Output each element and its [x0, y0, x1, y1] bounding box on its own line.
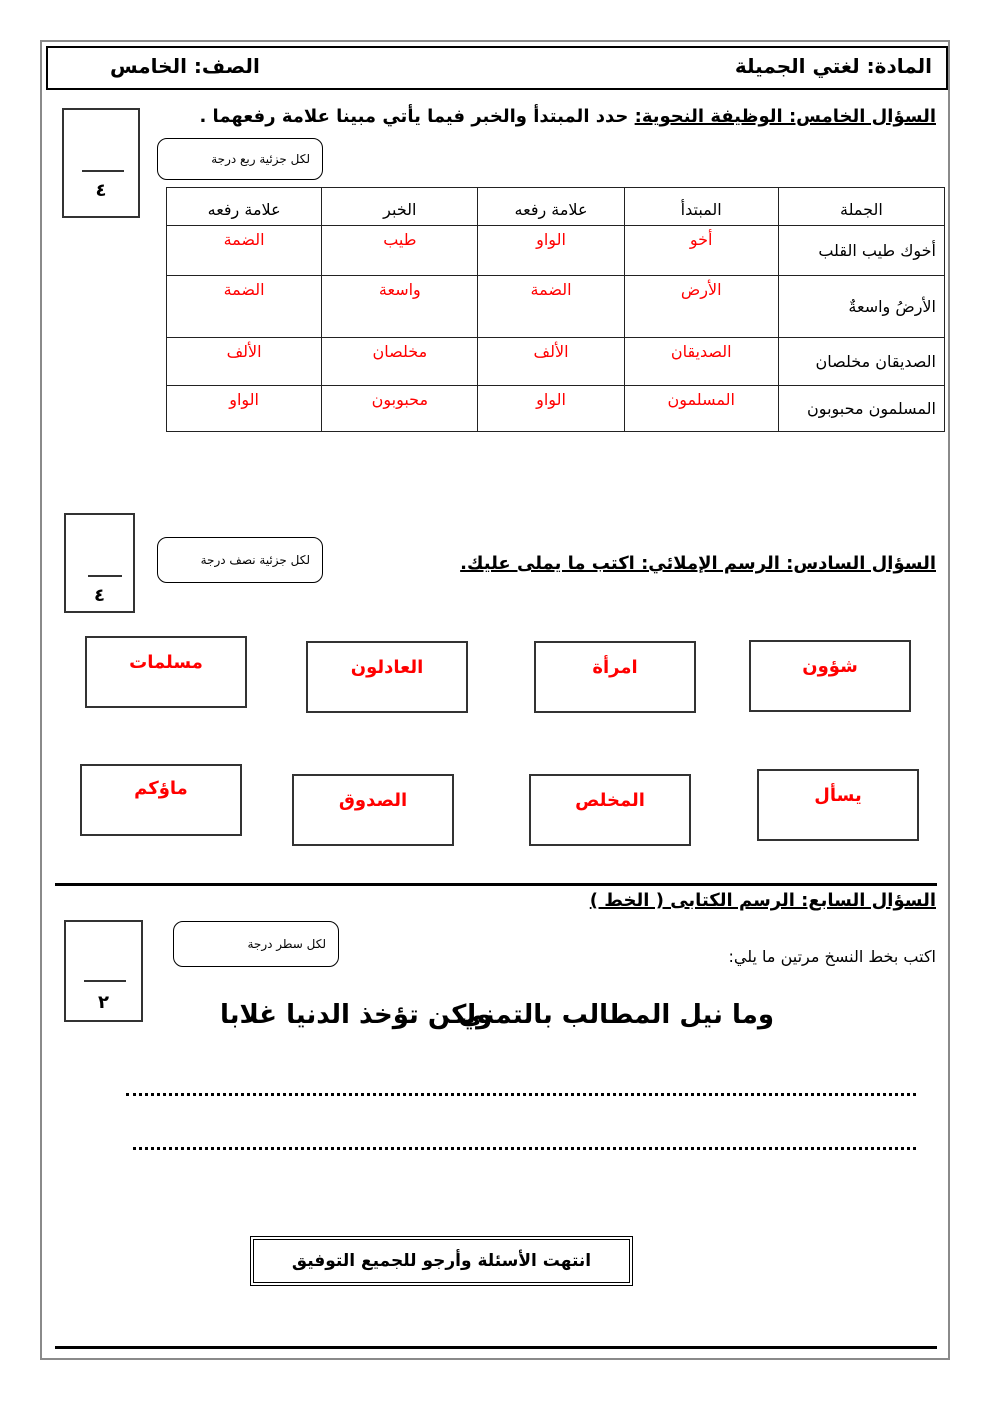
- sentence-cell: الأرضُ واسعةٌ: [778, 276, 944, 338]
- khabar-mark-cell: الضمة: [167, 226, 322, 276]
- closing-box: [250, 1236, 633, 1286]
- mubtada-cell: الأرض: [624, 276, 778, 338]
- sentence-cell: المسلمون محبوبون: [778, 386, 944, 432]
- dictation-box: ماؤكم: [80, 764, 242, 836]
- score-blank-line: [82, 170, 124, 172]
- mubtada-cell: الصديقان: [624, 338, 778, 386]
- khabar-mark-cell: الواو: [167, 386, 322, 432]
- khabar-mark-cell: الألف: [167, 338, 322, 386]
- mubtada-cell: أخو: [624, 226, 778, 276]
- khabar-cell: محبوبون: [322, 386, 478, 432]
- q6-title: [460, 553, 936, 574]
- verse-part-1: وما نيل المطالب بالتمني: [458, 1000, 774, 1030]
- dictation-box: المخلص: [529, 774, 691, 846]
- khabar-mark-cell: الضمة: [167, 276, 322, 338]
- table-row: [167, 386, 945, 432]
- khabar-cell: طيب: [322, 226, 478, 276]
- q5-note: لكل جزئية ربع درجة: [157, 138, 323, 180]
- q5-title: [199, 106, 936, 127]
- khabar-cell: واسعة: [322, 276, 478, 338]
- q7-heading: السؤال السابع: الرسم الكتابى ( الخط ): [589, 890, 936, 911]
- q7-note: لكل سطر درجة: [173, 921, 339, 967]
- table-row: [167, 338, 945, 386]
- table-header-row: [167, 188, 945, 226]
- dictation-box: يسأل: [757, 769, 919, 841]
- q5-score-total: ٤: [95, 180, 107, 201]
- table-row: [167, 226, 945, 276]
- q5-instruction: حدد المبتدأ والخبر فيما يأتي مبينا علامة رفعهما .: [199, 106, 635, 127]
- sentence-cell: أخوك طيب القلب: [778, 226, 944, 276]
- q7-score-total: ٢: [98, 992, 109, 1013]
- col-header-khabar: الخبر: [322, 188, 478, 226]
- q5-score-box: [62, 108, 140, 218]
- mubtada-mark-cell: الواو: [478, 226, 624, 276]
- bottom-rule: [55, 1346, 937, 1349]
- col-header-mubtada: المبتدأ: [624, 188, 778, 226]
- mubtada-cell: المسلمون: [624, 386, 778, 432]
- writing-line-1[interactable]: [126, 1093, 916, 1099]
- khabar-cell: مخلصان: [322, 338, 478, 386]
- dictation-box: العادلون: [306, 641, 468, 713]
- table-row: [167, 276, 945, 338]
- dictation-box: الصدوق: [292, 774, 454, 846]
- grade-label: الصف: الخامس: [110, 54, 260, 78]
- col-header-mubtada-mark: علامة رفعه: [478, 188, 624, 226]
- header-box: [46, 46, 948, 90]
- closing-text: انتهت الأسئلة وأرجو للجميع التوفيق: [291, 1251, 592, 1271]
- dictation-box: مسلمات: [85, 636, 247, 708]
- q6-score-total: ٤: [94, 585, 105, 606]
- subject-label: المادة: لغتي الجميلة: [734, 54, 932, 78]
- q6-score-box: [64, 513, 135, 613]
- grammar-table: [166, 187, 945, 432]
- q5-heading: السؤال الخامس: الوظيفة النحوية:: [634, 106, 936, 127]
- col-header-sentence: الجملة: [778, 188, 944, 226]
- q7-title: [590, 890, 936, 911]
- q6-heading: السؤال السادس: الرسم الإملائي: اكتب ما يملى عليك.: [460, 553, 936, 574]
- section-divider: [55, 883, 937, 886]
- mubtada-mark-cell: الضمة: [478, 276, 624, 338]
- q7-instruction: اكتب بخط النسخ مرتين ما يلي:: [728, 947, 936, 966]
- q7-score-box: [64, 920, 143, 1022]
- col-header-khabar-mark: علامة رفعه: [167, 188, 322, 226]
- score-blank-line: [88, 575, 122, 577]
- sentence-cell: الصديقان مخلصان: [778, 338, 944, 386]
- mubtada-mark-cell: الألف: [478, 338, 624, 386]
- writing-line-2[interactable]: [133, 1147, 916, 1153]
- verse-part-2: ولكن تؤخذ الدنيا غلابا: [220, 1000, 493, 1030]
- mubtada-mark-cell: الواو: [478, 386, 624, 432]
- q6-note: لكل جزئية نصف درجة: [157, 537, 323, 583]
- dictation-box: امرأة: [534, 641, 696, 713]
- score-blank-line: [84, 980, 126, 982]
- dictation-box: شؤون: [749, 640, 911, 712]
